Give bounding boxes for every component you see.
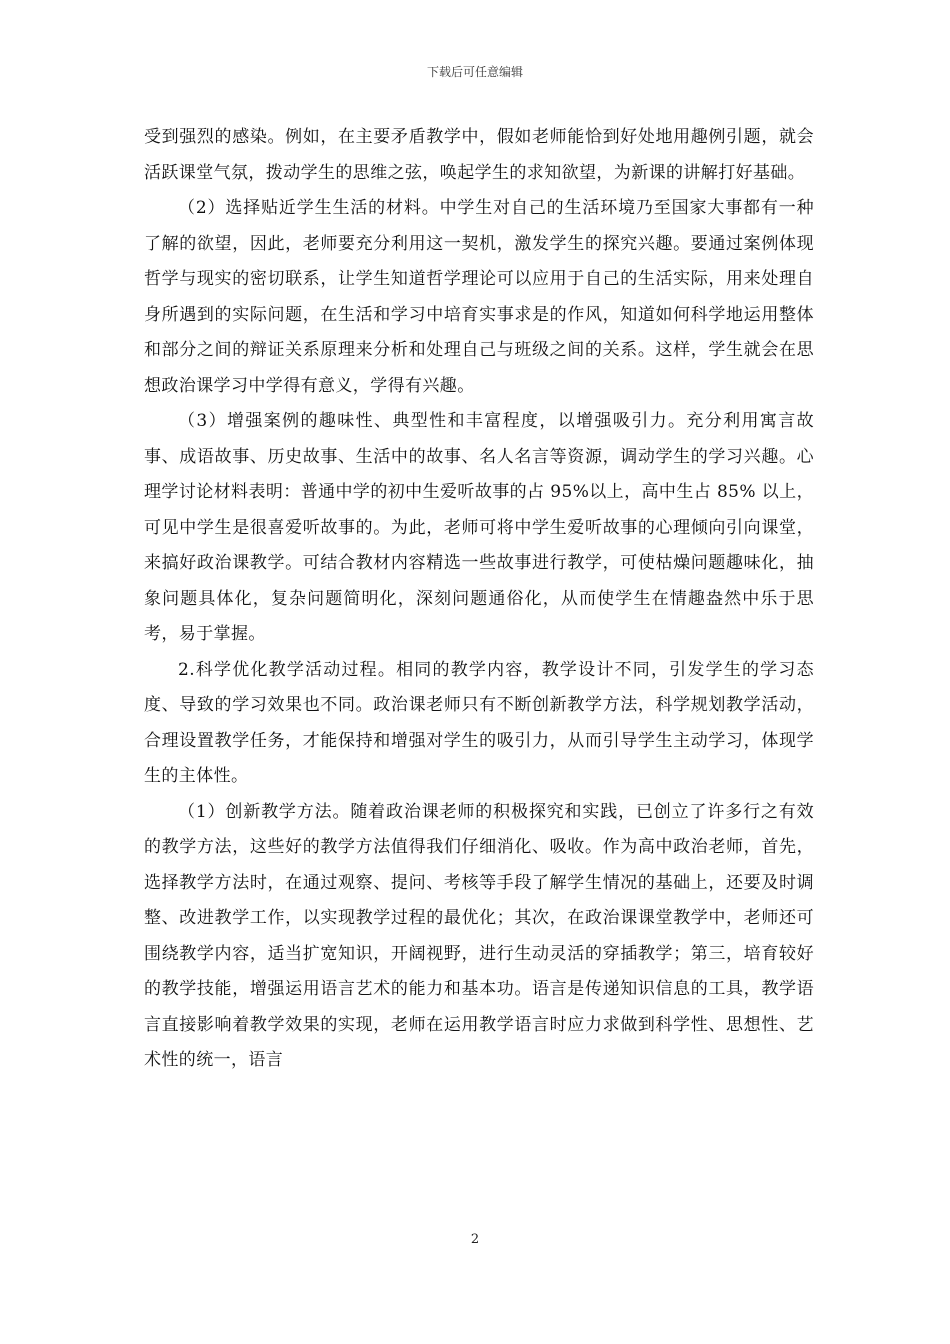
paragraph-4: 2.科学优化教学活动过程。相同的教学内容，教学设计不同，引发学生的学习态度、导致的学习效果也不同。政治课老师只有不断创新教学方法，科学规划教学活动，合理设置教学任务，才能保持和增强对学生的吸引力，从而引导学生主动学习，体现学生的主体性。 (144, 659, 814, 786)
paragraph-5: （1）创新教学方法。随着政治课老师的积极探究和实践，已创立了许多行之有效的教学方法，这些好的教学方法值得我们仔细消化、吸收。作为高中政治老师，首先，选择教学方法时，在通过观察、提问、考核等手段了解学生情况的基础上，还要及时调整、改进教学工作，以实现教学过程的最优化；其次，在政治课课堂教学中，老师还可围绕教学内容，适当扩宽知识，开阔视野，进行生动灵活的穿插教学；第三，培育较好的教学技能，增强运用语言艺术的能力和基本功。语言是传递知识信息的工具，教学语言直接影响着教学效果的实现，老师在运用教学语言时应力求做到科学性、思想性、艺术性的统一，语言 (144, 801, 814, 1070)
document-body (144, 120, 814, 1079)
page-header: 下载后可任意编辑 (426, 65, 523, 79)
paragraph-1: 受到强烈的感染。例如，在主要矛盾教学中，假如老师能恰到好处地用趣例引题，就会活跃课堂气氛，拨动学生的思维之弦，唤起学生的求知欲望，为新课的讲解打好基础。 (144, 127, 814, 183)
paragraph-3: （3）增强案例的趣味性、典型性和丰富程度，以增强吸引力。充分利用寓言故事、成语故事、历史故事、生活中的故事、名人名言等资源，调动学生的学习兴趣。心理学讨论材料表明：普通中学的初中生爱听故事的占 95%以上，高中生占 85% 以上，可见中学生是很喜爱听故事的。为此，老师可将中学生爱听故事的心理倾向引向课堂，来搞好政治课教学。可结合教材内容精选一些故事进行教学，可使枯燥问题趣味化，抽象问题具体化，复杂问题简明化，深刻问题通俗化，从而使学生在情趣盎然中乐于思考，易于掌握。 (144, 411, 814, 644)
paragraph-2: （2）选择贴近学生生活的材料。中学生对自己的生活环境乃至国家大事都有一种了解的欲望，因此，老师要充分利用这一契机，激发学生的探究兴趣。要通过案例体现哲学与现实的密切联系，让学生知道哲学理论可以应用于自己的生活实际，用来处理自身所遇到的实际问题，在生活和学习中培育实事求是的作风，知道如何科学地运用整体和部分之间的辩证关系原理来分析和处理自己与班级之间的关系。这样，学生就会在思想政治课学习中学得有意义，学得有兴趣。 (144, 198, 814, 396)
page-number: 2 (470, 1232, 480, 1247)
